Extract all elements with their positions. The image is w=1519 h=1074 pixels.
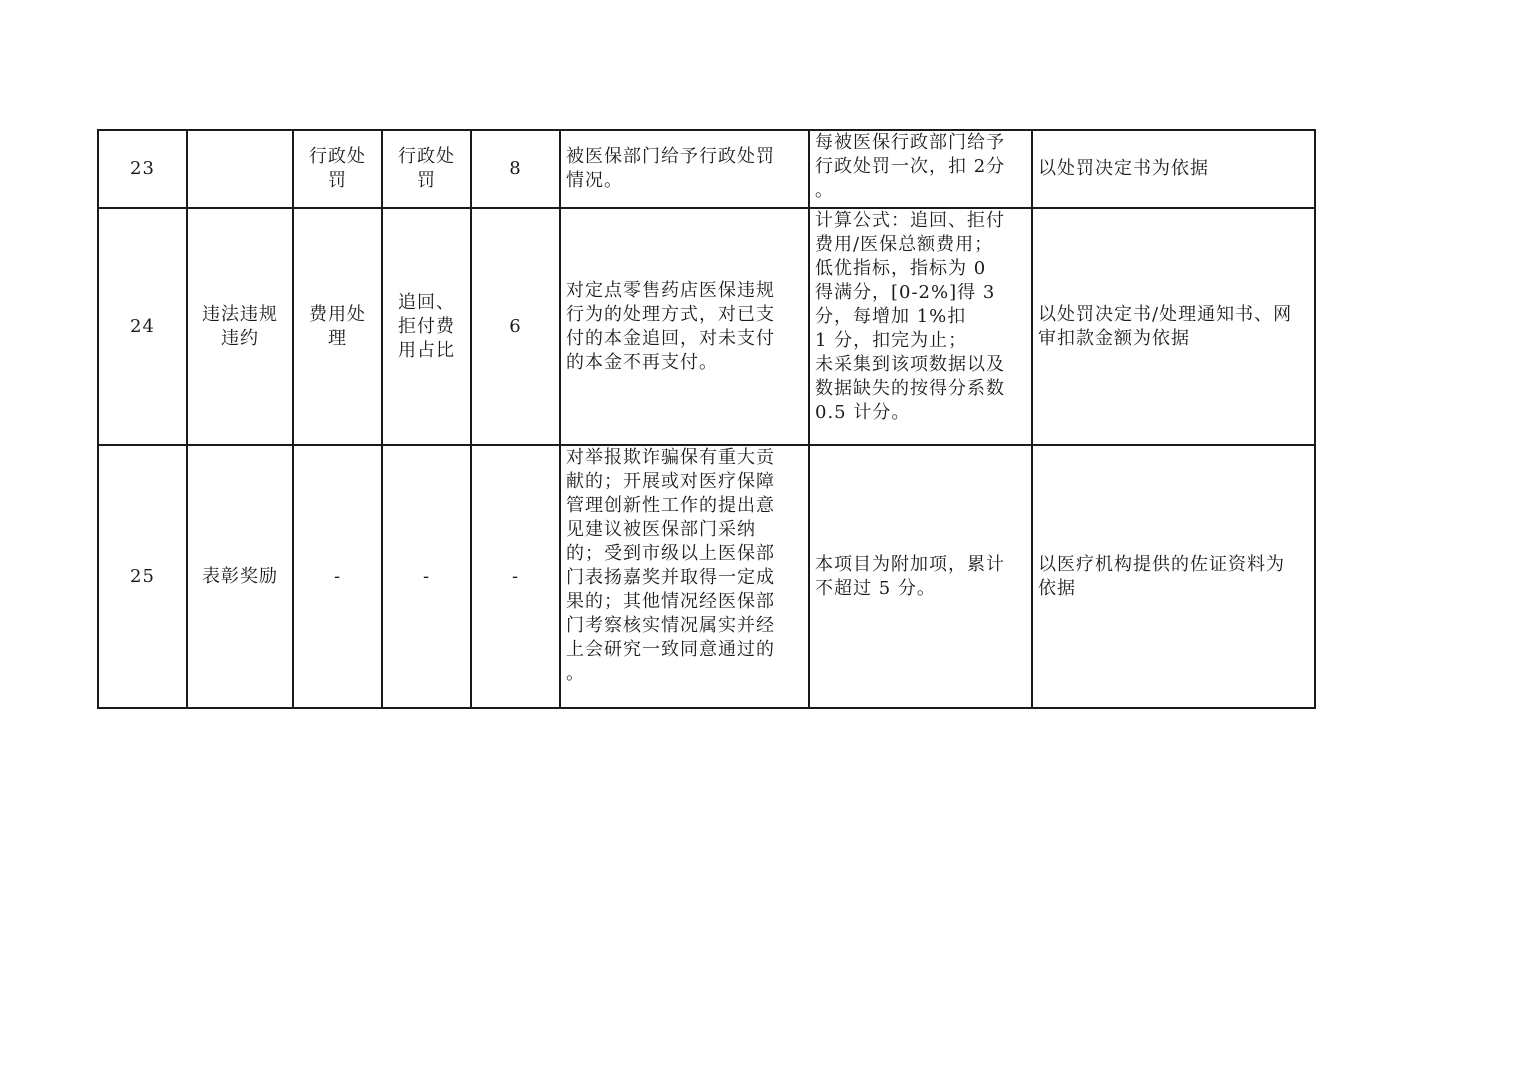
basis-cell: 以处罚决定书/处理通知书、网 审扣款金额为依据 [1032, 208, 1315, 445]
score-cell: 8 [471, 130, 560, 208]
row-number: 23 [98, 130, 187, 208]
row-number: 24 [98, 208, 187, 445]
table-row [98, 445, 1315, 708]
rule-cell: 每被医保行政部门给予 行政处罚一次，扣 2分 。 [809, 130, 1032, 208]
item-cell: 费用处 理 [293, 208, 382, 445]
category-cell: 表彰奖励 [187, 445, 293, 708]
row-number: 25 [98, 445, 187, 708]
category-cell: 违法违规 违约 [187, 208, 293, 445]
indicator-cell: 行政处 罚 [382, 130, 471, 208]
score-cell: 6 [471, 208, 560, 445]
description-cell: 对举报欺诈骗保有重大贡 献的；开展或对医疗保障 管理创新性工作的提出意 见建议被医保部门采纳 的；受到市级以上医保部 门表扬嘉奖并取得一定成 果的；其他情况经医保部 门考察核实情况属实并经 上会研究一致同意通过的 。 [560, 445, 809, 708]
scoring-table [97, 129, 1316, 709]
basis-cell: 以处罚决定书为依据 [1032, 130, 1315, 208]
item-cell: - [293, 445, 382, 708]
table-row [98, 130, 1315, 208]
table-row [98, 208, 1315, 445]
indicator-cell: 追回、 拒付费 用占比 [382, 208, 471, 445]
basis-cell: 以医疗机构提供的佐证资料为 依据 [1032, 445, 1315, 708]
score-cell: - [471, 445, 560, 708]
indicator-cell: - [382, 445, 471, 708]
category-cell [187, 130, 293, 208]
item-cell: 行政处 罚 [293, 130, 382, 208]
rule-cell: 本项目为附加项，累计 不超过 5 分。 [809, 445, 1032, 708]
description-cell: 对定点零售药店医保违规 行为的处理方式，对已支 付的本金追回，对未支付 的本金不再支付。 [560, 208, 809, 445]
rule-cell: 计算公式：追回、拒付 费用/医保总额费用； 低优指标，指标为 0 得满分，[0-2%]得 3 分，每增加 1%扣 1 分，扣完为止； 未采集到该项数据以及 数据缺失的按得分系数 0.5 计分。 [809, 208, 1032, 445]
description-cell: 被医保部门给予行政处罚 情况。 [560, 130, 809, 208]
